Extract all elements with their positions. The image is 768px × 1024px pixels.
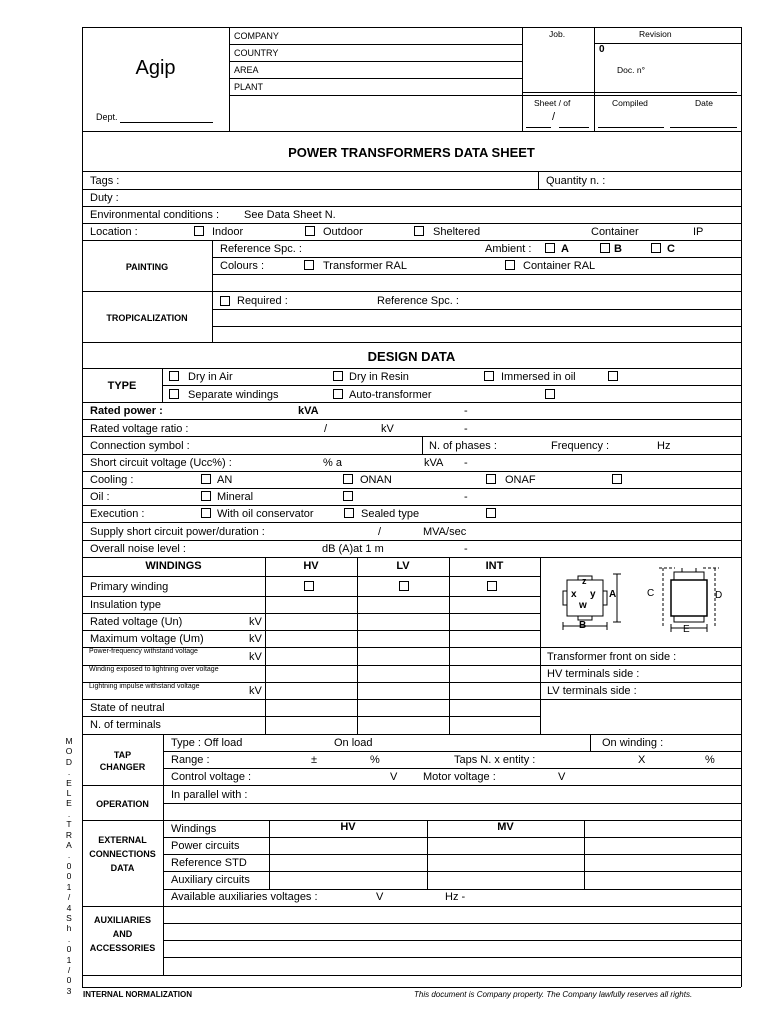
parallel-with-label: In parallel with : [171, 789, 248, 801]
immersed-oil-extra-checkbox[interactable] [608, 371, 618, 381]
ambient-label: Ambient : [485, 243, 532, 255]
side-code-char: . [67, 767, 71, 778]
oil-extra-checkbox[interactable] [343, 491, 353, 501]
side-code-char: / [67, 892, 71, 903]
diagram-y: y [590, 589, 596, 600]
cooling-onaf-checkbox[interactable] [486, 474, 496, 484]
doc-number-line [522, 92, 737, 93]
available-aux-voltages-unit: V [376, 891, 384, 903]
compiled-line [598, 127, 664, 128]
execution-label: Execution : [90, 508, 145, 520]
diagram-a: A [609, 589, 617, 600]
power-circuits-label: Power circuits [171, 840, 240, 852]
sheltered-label: Sheltered [433, 226, 481, 238]
painting-label: PAINTING [125, 262, 169, 272]
windings-row-label: Power-frequency withstand voltage [89, 648, 198, 655]
footer-copyright: This document is Company property. The Company lawfully reserves all rights. [414, 990, 693, 999]
available-aux-hz: Hz - [445, 891, 466, 903]
transformer-side-view [671, 580, 707, 616]
auxiliary-circuits-label: Auxiliary circuits [171, 874, 250, 886]
type-label: TYPE [107, 380, 137, 392]
date-label: Date [695, 98, 713, 108]
side-code-char: S [66, 912, 72, 923]
cooling-an-label: AN [217, 474, 233, 486]
changer-label: CHANGER [99, 762, 146, 772]
reference-std-label: Reference STD [171, 857, 247, 869]
tags-label: Tags : [90, 175, 120, 187]
supply-sc-unit: MVA/sec [423, 526, 467, 538]
tap-label: TAP [113, 750, 132, 760]
sealed-type-checkbox[interactable] [344, 508, 354, 518]
terminal-x [563, 591, 567, 605]
data-label: DATA [110, 863, 135, 873]
oil-label: Oil : [90, 491, 110, 503]
side-code-char: . [67, 933, 71, 944]
ambient-a-checkbox[interactable] [545, 243, 555, 253]
separate-windings-label: Separate windings [188, 389, 279, 401]
separate-windings-checkbox[interactable] [169, 389, 179, 399]
dry-air-label: Dry in Air [188, 371, 233, 383]
auto-transformer-checkbox[interactable] [333, 389, 343, 399]
cooling-onan-label: ONAN [360, 474, 392, 486]
side-code-char: A [66, 840, 72, 851]
date-line [670, 127, 737, 128]
footer-internal-normalization: INTERNAL NORMALIZATION [83, 990, 193, 999]
side-code-char: h [66, 923, 72, 934]
company-label: COMPANY [234, 31, 279, 41]
noise-level-label: Overall noise level : [90, 543, 186, 555]
execution-extra-checkbox[interactable] [486, 508, 496, 518]
windings-hv-header: HV [303, 560, 319, 572]
transformer-front-side: Transformer front on side : [547, 651, 677, 663]
windings-row-label: Rated voltage (Un) [90, 616, 183, 628]
auto-transformer-label: Auto-transformer [349, 389, 432, 401]
side-document-code [62, 736, 76, 996]
frequency-label: Frequency : [551, 440, 610, 452]
side-code-char: 3 [66, 985, 72, 996]
quantity-label: Quantity n. : [546, 175, 606, 187]
tap-range-label: Range : [171, 754, 210, 766]
side-code-char: / [67, 964, 71, 975]
supply-sc-label: Supply short circuit power/duration : [90, 526, 265, 538]
tap-range-pm: ± [311, 754, 318, 766]
windings-row-label: N. of terminals [90, 719, 161, 731]
cooling-label: Cooling : [90, 474, 134, 486]
short-circuit-pct: % a [323, 457, 342, 469]
operation-label: OPERATION [96, 799, 149, 809]
side-code-char: O [65, 746, 73, 757]
side-code-char: E [66, 798, 72, 809]
rated-voltage-ratio-label: Rated voltage ratio : [90, 423, 189, 435]
ambient-a-label: A [561, 243, 569, 255]
windings-row-label: State of neutral [90, 702, 165, 714]
rated-voltage-unit: kV [381, 423, 394, 435]
colours-label: Colours : [220, 260, 265, 272]
tap-x: X [638, 754, 646, 766]
ext-mv-header: MV [497, 821, 514, 833]
windings-row-label: Maximum voltage (Um) [90, 633, 204, 645]
diagram-c: C [647, 588, 655, 599]
duty-label: Duty : [90, 192, 119, 204]
tap-entity-pct: % [705, 754, 715, 766]
side-code-char: . [67, 808, 71, 819]
container-label: Container [591, 226, 639, 238]
side-code-char: D [65, 756, 73, 767]
windings-row-label: Winding exposed to lightning over voltage [89, 666, 219, 673]
lv-terminals-side: LV terminals side : [547, 685, 637, 697]
country-label: COUNTRY [234, 48, 279, 58]
side-code-char: 0 [66, 944, 72, 955]
env-conditions-label: Environmental conditions : [90, 209, 220, 221]
dept-label: Dept. [96, 112, 118, 122]
oil-mineral-label: Mineral [217, 491, 254, 503]
diagram-z: z [582, 576, 587, 586]
immersed-oil-label: Immersed in oil [501, 371, 576, 383]
diagram-x: x [571, 589, 577, 600]
hv-terminals-side: HV terminals side : [547, 668, 640, 680]
tap-type-label: Type : Off load [171, 737, 243, 749]
side-code-char: L [66, 788, 72, 799]
outdoor-checkbox[interactable] [305, 226, 315, 236]
diagram-e: E [683, 624, 690, 635]
side-code-char: T [66, 819, 72, 830]
cooling-an-checkbox[interactable] [201, 474, 211, 484]
side-code-char: R [65, 829, 73, 840]
tap-motor-voltage-label: Motor voltage : [423, 771, 496, 783]
dry-air-checkbox[interactable] [169, 371, 179, 381]
sealed-type-label: Sealed type [361, 508, 420, 520]
outdoor-label: Outdoor [323, 226, 363, 238]
diagram-b: B [579, 620, 587, 631]
auto-transformer-extra-checkbox[interactable] [545, 389, 555, 399]
rated-power-unit: kVA [298, 405, 319, 417]
rated-voltage-dash: - [464, 423, 468, 435]
short-circuit-label: Short circuit voltage (Ucc%) : [90, 457, 232, 469]
cooling-extra-checkbox[interactable] [612, 474, 622, 484]
transformer-cover [674, 572, 704, 580]
tap-control-voltage-unit: V [390, 771, 398, 783]
rated-power-dash: - [464, 405, 468, 417]
painting-ref-spc: Reference Spc. : [220, 243, 302, 255]
ambient-b-label: B [614, 243, 622, 255]
phases-label: N. of phases : [429, 440, 497, 452]
container-ral-checkbox[interactable] [505, 260, 515, 270]
ip-label: IP [693, 226, 704, 238]
primary-hv-checkbox[interactable] [304, 581, 314, 591]
windings-row-unit: kV [249, 651, 262, 663]
short-circuit-dash: - [464, 457, 468, 469]
compiled-label: Compiled [612, 98, 648, 108]
side-code-char: M [65, 736, 73, 746]
container-ral-label: Container RAL [523, 260, 596, 272]
tropicalization-required-label: Required : [237, 295, 288, 307]
ext-hv-header: HV [340, 821, 356, 833]
side-code-char: 1 [66, 954, 72, 965]
immersed-oil-checkbox[interactable] [484, 371, 494, 381]
and-label: AND [112, 929, 133, 939]
primary-int-checkbox[interactable] [487, 581, 497, 591]
windings-row-unit: kV [249, 633, 262, 645]
noise-level-dash: - [464, 543, 468, 555]
windings-int-header: INT [485, 560, 504, 572]
frequency-unit: Hz [657, 440, 671, 452]
external-label: EXTERNAL [98, 835, 147, 845]
revision-label: Revision [639, 29, 672, 39]
ambient-c-label: C [667, 243, 675, 255]
cooling-onaf-label: ONAF [505, 474, 536, 486]
area-label: AREA [234, 65, 259, 75]
sheltered-checkbox[interactable] [414, 226, 424, 236]
diagram-d: D [715, 590, 723, 601]
windings-row-unit: kV [249, 616, 262, 628]
tap-on-load-label: On load [334, 737, 373, 749]
connection-symbol-label: Connection symbol : [90, 440, 190, 452]
oil-conservator-checkbox[interactable] [201, 508, 211, 518]
doc-number-label: Doc. n° [617, 65, 645, 75]
dry-resin-checkbox[interactable] [333, 371, 343, 381]
side-code-char: 0 [66, 871, 72, 882]
company-logo: Agip [135, 57, 176, 79]
sheet-number-line [526, 127, 551, 128]
available-aux-voltages-label: Available auxiliaries voltages : [171, 891, 318, 903]
design-data-title: DESIGN DATA [367, 349, 456, 364]
dry-resin-label: Dry in Resin [349, 371, 409, 383]
windings-row-label: Lightning impulse withstand voltage [89, 683, 200, 690]
sheet-slash: / [552, 111, 556, 123]
ambient-c-checkbox[interactable] [651, 243, 661, 253]
tap-on-winding-label: On winding : [602, 737, 664, 749]
env-conditions-value: See Data Sheet N. [244, 209, 336, 221]
oil-mineral-checkbox[interactable] [201, 491, 211, 501]
side-code-char: 1 [66, 881, 72, 892]
ambient-b-checkbox[interactable] [600, 243, 610, 253]
tropicalization-ref-spc: Reference Spc. : [377, 295, 459, 307]
terminal-y [603, 591, 607, 605]
transformer-ral-label: Transformer RAL [323, 260, 407, 272]
transformer-base [674, 616, 704, 622]
oil-dash: - [464, 491, 468, 503]
diagram-w: w [579, 600, 587, 611]
tropicalization-label: TROPICALIZATION [106, 313, 188, 323]
location-label: Location : [90, 226, 138, 238]
accessories-label: ACCESSORIES [89, 943, 156, 953]
windings-row-unit: kV [249, 685, 262, 697]
page-title: POWER TRANSFORMERS DATA SHEET [288, 145, 535, 160]
short-circuit-unit: kVA [424, 457, 444, 469]
revision-value: 0 [599, 44, 605, 55]
indoor-label: Indoor [212, 226, 244, 238]
sheet-total-line [559, 127, 589, 128]
noise-level-unit: dB (A)at 1 m [322, 543, 384, 555]
sheet-of-label: Sheet / of [534, 98, 571, 108]
tap-taps-label: Taps N. x entity : [454, 754, 536, 766]
tap-range-pct: % [370, 754, 380, 766]
windings-lv-header: LV [396, 560, 410, 572]
side-code-char: 0 [66, 975, 72, 986]
side-code-char: E [66, 777, 72, 788]
windings-row-label: Insulation type [90, 599, 161, 611]
tap-control-voltage-label: Control voltage : [171, 771, 252, 783]
primary-lv-checkbox[interactable] [399, 581, 409, 591]
ext-windings-label: Windings [171, 823, 217, 835]
windings-header: WINDINGS [145, 560, 202, 572]
oil-conservator-label: With oil conservator [217, 508, 314, 520]
side-code-char: . [67, 850, 71, 861]
plant-label: PLANT [234, 82, 264, 92]
side-code-char: 4 [66, 902, 72, 913]
dept-underline [120, 122, 213, 123]
transformer-orientation-diagram [541, 560, 740, 646]
windings-row-label: Primary winding [90, 581, 169, 593]
side-code-char: 0 [66, 860, 72, 871]
indoor-checkbox[interactable] [194, 226, 204, 236]
connections-label: CONNECTIONS [89, 849, 156, 859]
rated-power-label: Rated power : [90, 405, 163, 417]
cooling-onan-checkbox[interactable] [343, 474, 353, 484]
supply-sc-slash: / [378, 526, 382, 538]
rated-voltage-slash: / [324, 423, 328, 435]
auxiliaries-label: AUXILIARIES [93, 915, 151, 925]
job-label: Job. [549, 29, 566, 39]
tap-motor-voltage-unit: V [558, 771, 566, 783]
transformer-ral-checkbox[interactable] [304, 260, 314, 270]
tropicalization-required-checkbox[interactable] [220, 296, 230, 306]
